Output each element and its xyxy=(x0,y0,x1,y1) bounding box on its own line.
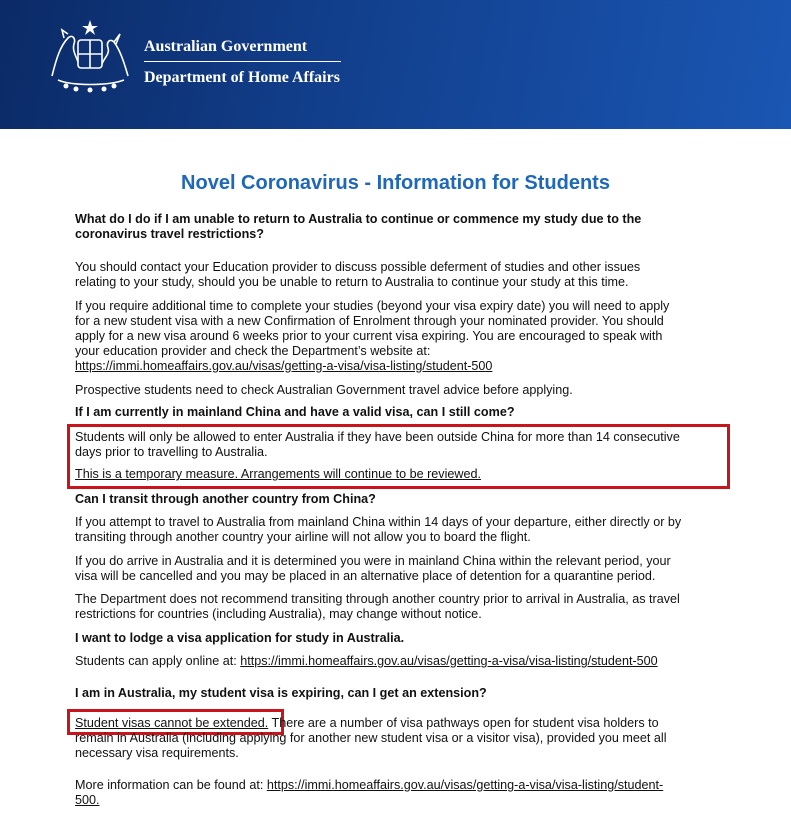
more-info-link[interactable]: https://immi.homeaffairs.gov.au/visas/getting-a-visa/visa-listing/student- xyxy=(266,778,664,792)
q3-paragraph1-line1: If you attempt to travel to Australia from mainland China within 14 days of your departure, either directly or by xyxy=(75,515,682,529)
q4-paragraph1 xyxy=(75,654,658,669)
student-visa-link[interactable]: https://immi.homeaffairs.gov.au/visas/getting-a-visa/visa-listing/student-500 xyxy=(75,359,493,373)
no-extension-statement: Student visas cannot be extended. xyxy=(75,716,269,730)
q5-paragraph1-rest: There are a number of visa pathways open for student visa holders to xyxy=(268,716,659,730)
q3-paragraph3-line1: The Department does not recommend transiting through another country prior to arrival in Australia, as travel xyxy=(75,592,680,606)
q1-paragraph1-line1: You should contact your Education provider to discuss possible deferment of studies and other issues xyxy=(75,260,641,274)
q2-paragraph2: This is a temporary measure. Arrangements will continue to be reviewed. xyxy=(75,467,481,481)
q5-paragraph1-line2: remain in Australia (including applying for another new student visa or a visitor visa), provided you meet all xyxy=(75,731,667,745)
q2-paragraph1-line1: Students will only be allowed to enter Australia if they have been outside China for more than 14 consecutive xyxy=(75,430,680,444)
q5-heading: I am in Australia, my student visa is expiring, can I get an extension? xyxy=(75,686,487,700)
header-divider xyxy=(144,61,341,62)
q1-paragraph2-line2: for a new student visa with a new Confirmation of Enrolment through your nominated provider. You should xyxy=(75,314,664,328)
q3-paragraph3-line2: restrictions for countries (including Australia), may change without notice. xyxy=(75,607,482,621)
q5-paragraph2-line1 xyxy=(75,778,663,793)
header-banner xyxy=(0,0,791,129)
q1-paragraph2-line1: If you require additional time to complete your studies (beyond your visa expiry date) you will need to apply xyxy=(75,299,670,313)
q1-paragraph1-line2: relating to your study, should you be unable to return to Australia to continue your study at this time. xyxy=(75,275,629,289)
q5-paragraph1-line3: necessary visa requirements. xyxy=(75,746,239,760)
q1-heading-line1: What do I do if I am unable to return to Australia to continue or commence my study due to the xyxy=(75,212,642,226)
q3-paragraph1-line2: transiting through another country your airline will not allow you to board the flight. xyxy=(75,530,531,544)
q3-paragraph2-line1: If you do arrive in Australia and it is determined you were in mainland China within the relevant period, your xyxy=(75,554,671,568)
q1-paragraph2-line4: your education provider and check the Department’s website at: xyxy=(75,344,431,358)
q2-paragraph1-line2: days prior to travelling to Australia. xyxy=(75,445,268,459)
more-info-link-continuation[interactable]: 500. xyxy=(75,793,100,807)
q4-heading: I want to lodge a visa application for study in Australia. xyxy=(75,631,405,645)
apply-online-link[interactable]: https://immi.homeaffairs.gov.au/visas/getting-a-visa/visa-listing/student-500 xyxy=(240,654,658,668)
department-name: Department of Home Affairs xyxy=(144,69,340,86)
q5-paragraph2-prefix: More information can be found at: xyxy=(75,778,267,792)
q3-paragraph2-line2: visa will be cancelled and you may be placed in an alternative place of detention for a quarantine period. xyxy=(75,569,656,583)
q1-paragraph2-line3: apply for a new visa around 6 weeks prior to your current visa expiring. You are encouraged to speak with xyxy=(75,329,663,343)
q5-paragraph1-line1 xyxy=(75,716,659,731)
q4-paragraph1-prefix: Students can apply online at: xyxy=(75,654,241,668)
q2-heading: If I am currently in mainland China and have a valid visa, can I still come? xyxy=(75,405,515,419)
q1-heading-line2: coronavirus travel restrictions? xyxy=(75,227,264,241)
q1-paragraph3: Prospective students need to check Australian Government travel advice before applying. xyxy=(75,383,573,397)
q3-heading: Can I transit through another country from China? xyxy=(75,492,376,506)
government-name: Australian Government xyxy=(144,38,308,55)
page-title: Novel Coronavirus - Information for Students xyxy=(181,172,610,194)
coat-of-arms-icon xyxy=(42,16,138,96)
